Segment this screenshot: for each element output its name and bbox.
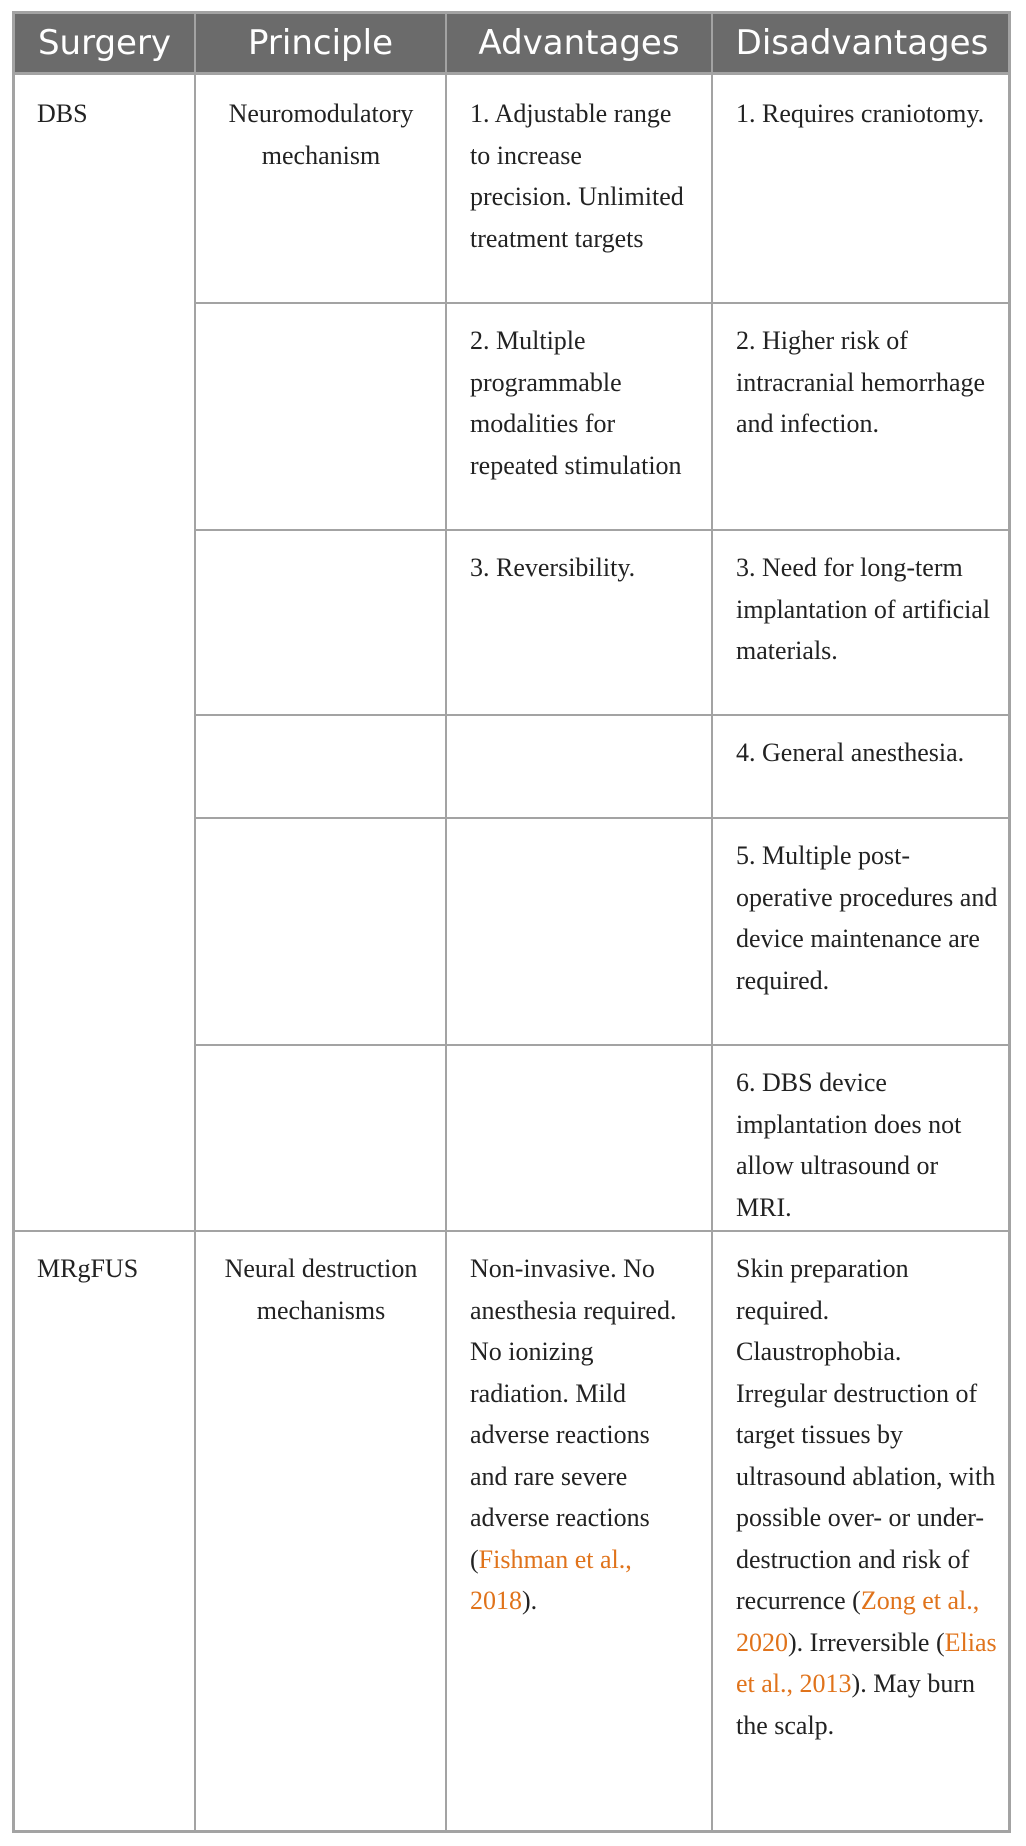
citation-link[interactable]: Fishman et al., 2018: [470, 1544, 632, 1615]
header-disadvantages: Disadvantages: [735, 23, 989, 63]
mrgfus-disadvantages-part2: ). Irreversible (: [788, 1627, 945, 1657]
comparison-table: [12, 11, 1011, 1833]
header-advantages: Advantages: [478, 23, 680, 63]
mrgfus-advantages-text: Non-invasive. No anesthesia required. No ionizing radiation. Mild adverse reactions and rare severe adverse reactions (: [470, 1254, 677, 1574]
dbs-disadvantage-4: 4. General anesthesia.: [736, 738, 965, 767]
dbs-disadvantage-3: 3. Need for long-term implantation of artificial materials.: [736, 553, 991, 665]
dbs-principle: Neuromodulatory mechanism: [228, 99, 414, 170]
dbs-surgery: DBS: [37, 99, 88, 128]
row-divider: [194, 529, 1011, 531]
citation-link[interactable]: Zong et al., 2020: [736, 1586, 980, 1657]
mrgfus-disadvantages: [736, 1248, 998, 1746]
citation-link[interactable]: Elias et al., 2013: [736, 1627, 997, 1698]
column-divider: [711, 14, 713, 1833]
dbs-advantage-3: 3. Reversibility.: [470, 553, 636, 582]
row-divider: [194, 817, 1011, 819]
dbs-advantage-1: 1. Adjustable range to increase precision. Unlimited treatment targets: [470, 99, 684, 253]
header-principle: Principle: [248, 23, 393, 63]
mrgfus-disadvantages-part3: ). May burn the scalp.: [736, 1669, 976, 1740]
mrgfus-advantages: [470, 1248, 690, 1622]
dbs-advantage-2: 2. Multiple programmable modalities for repeated stimulation: [470, 326, 682, 480]
dbs-disadvantage-2: 2. Higher risk of intracranial hemorrhage and infection.: [736, 326, 986, 438]
mrgfus-advantages-end: ).: [522, 1586, 538, 1615]
row-divider: [194, 714, 1011, 716]
row-divider: [194, 1044, 1011, 1046]
mrgfus-surgery: MRgFUS: [37, 1254, 139, 1283]
column-divider: [445, 14, 447, 1833]
dbs-disadvantage-6: 6. DBS device implantation does not allow ultrasound or MRI.: [736, 1068, 962, 1222]
header-surgery: Surgery: [37, 23, 172, 63]
table-header: [15, 14, 1008, 75]
dbs-disadvantage-5: 5. Multiple post-operative procedures and device maintenance are required.: [736, 841, 998, 995]
row-divider: [194, 302, 1011, 304]
column-divider: [194, 14, 196, 1833]
mrgfus-disadvantages-part1: Skin preparation required. Claustrophobia. Irregular destruction of target tissues by ultrasound ablation, with possible over- or under-destruction and risk of recurrence (: [736, 1254, 996, 1615]
row-divider: [15, 1230, 1011, 1232]
mrgfus-principle: Neural destruction mechanisms: [224, 1254, 418, 1325]
dbs-disadvantage-1: 1. Requires craniotomy.: [736, 99, 985, 128]
